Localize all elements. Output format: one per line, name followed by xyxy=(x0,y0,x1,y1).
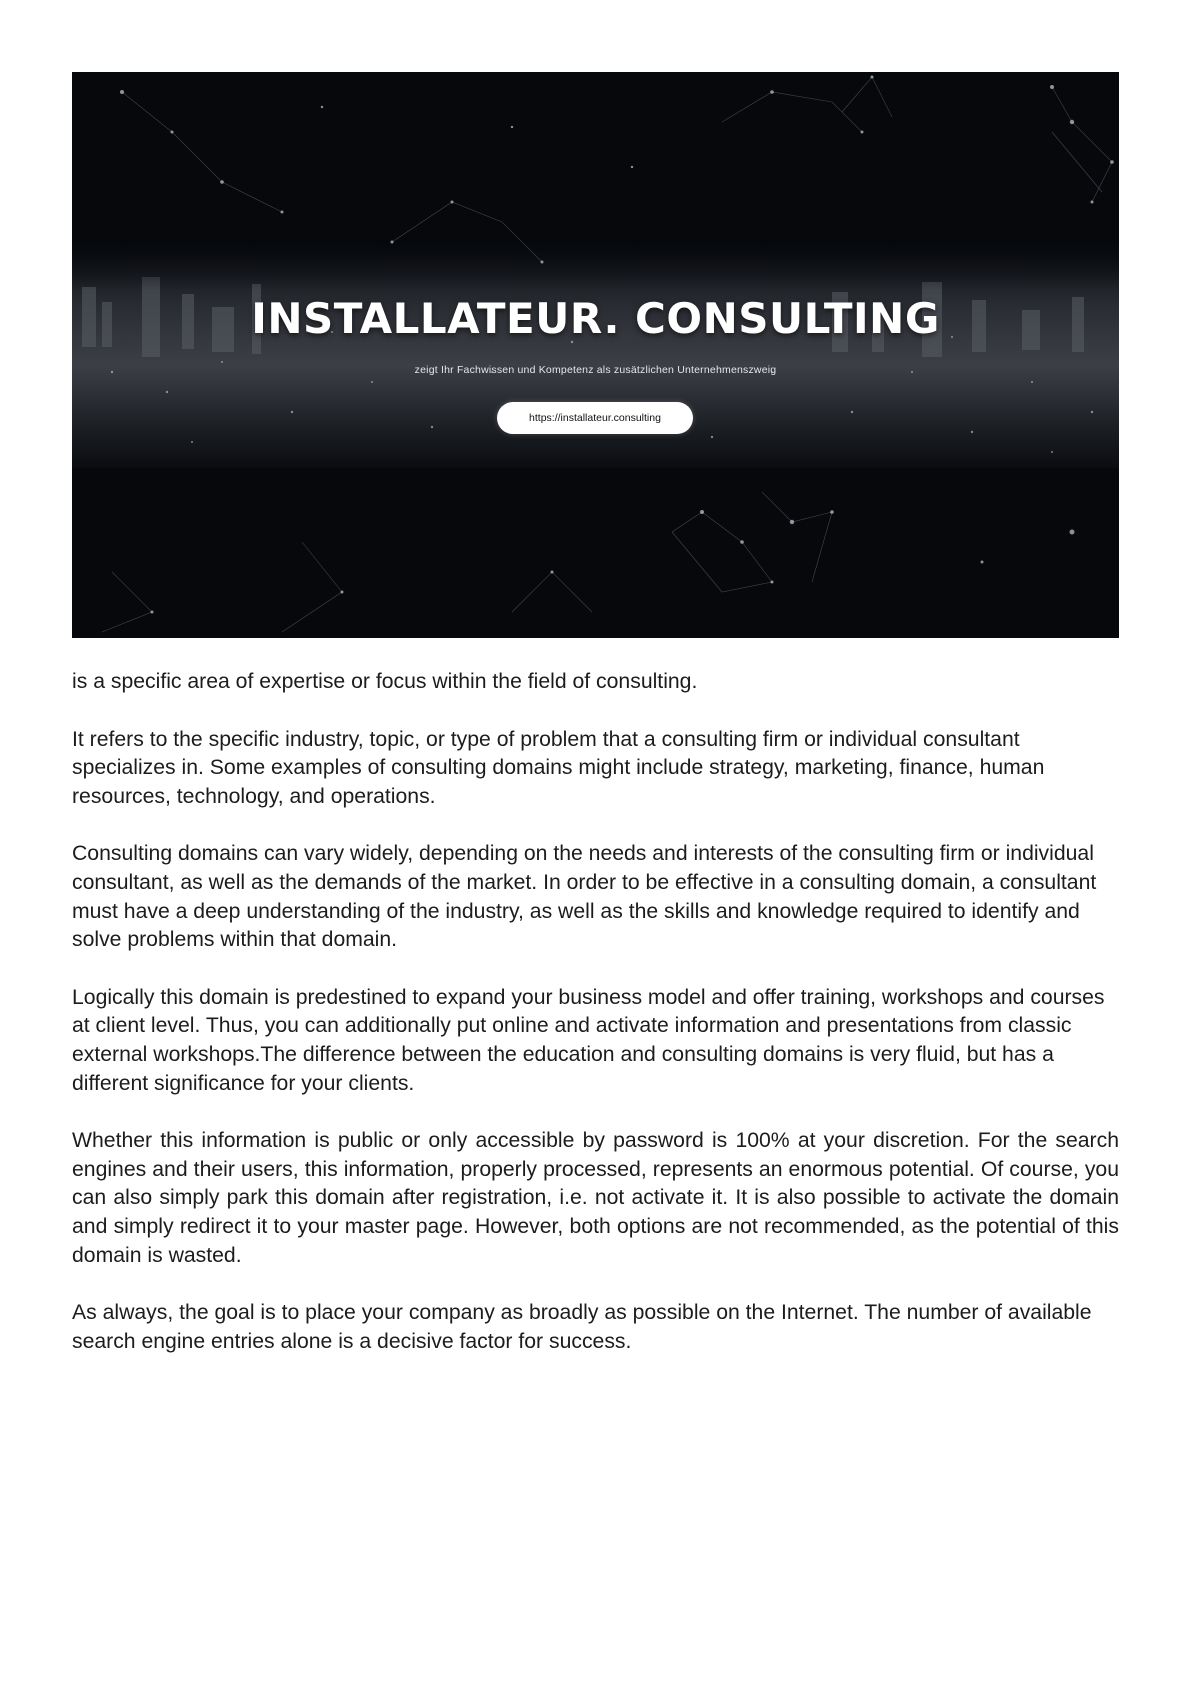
hero-title-part1: INSTALLATEUR. xyxy=(251,294,620,343)
paragraph-goal: As always, the goal is to place your company as broadly as possible on the Internet. The number of available search engine entries alone is a decisive factor for success. xyxy=(72,1301,1092,1353)
hero-subtitle: zeigt Ihr Fachwissen und Kompetenz als zusätzlichen Unternehmenszweig xyxy=(414,364,777,376)
hero-banner-image xyxy=(72,72,1119,638)
website-url-button[interactable]: https://installateur.consulting xyxy=(497,402,693,434)
paragraph-definition: It refers to the specific industry, topic, or type of problem that a consulting firm or individual consultant specializes in. Some examples of consulting domains might include strategy, marketing, finance, human resources, technology, and operations. xyxy=(72,727,1045,808)
hero-title xyxy=(72,294,1119,343)
paragraph-discretion: Whether this information is public or only accessible by password is 100% at your discretion. For the search engines and their users, this information, properly processed, represents an enormous potential. Of course, you can also simply park this domain after registration, i.e. not activate it. It is also possible to activate the domain and simply redirect it to your master page. However, both options are not recommended, as the potential of this domain is wasted. xyxy=(72,1129,1119,1267)
paragraph-business-model: Logically this domain is predestined to expand your business model and offer training, workshops and courses at client level. Thus, you can additionally put online and activate information and presentations from classic external workshops.The difference between the education and consulting domains is very fluid, but has a different significance for your clients. xyxy=(72,985,1105,1095)
paragraph-intro: is a specific area of expertise or focus within the field of consulting. xyxy=(72,670,698,693)
paragraph-variety: Consulting domains can vary widely, depending on the needs and interests of the consulting firm or individual consultant, as well as the demands of the market. In order to be effective in a consulting domain, a consultant must have a deep understanding of the industry, as well as the skills and knowledge required to identify and solve problems within that domain. xyxy=(72,842,1097,952)
city-night-network-background xyxy=(72,72,1119,638)
article-body xyxy=(72,668,1119,1385)
hero-title-part2: CONSULTING xyxy=(635,294,940,343)
